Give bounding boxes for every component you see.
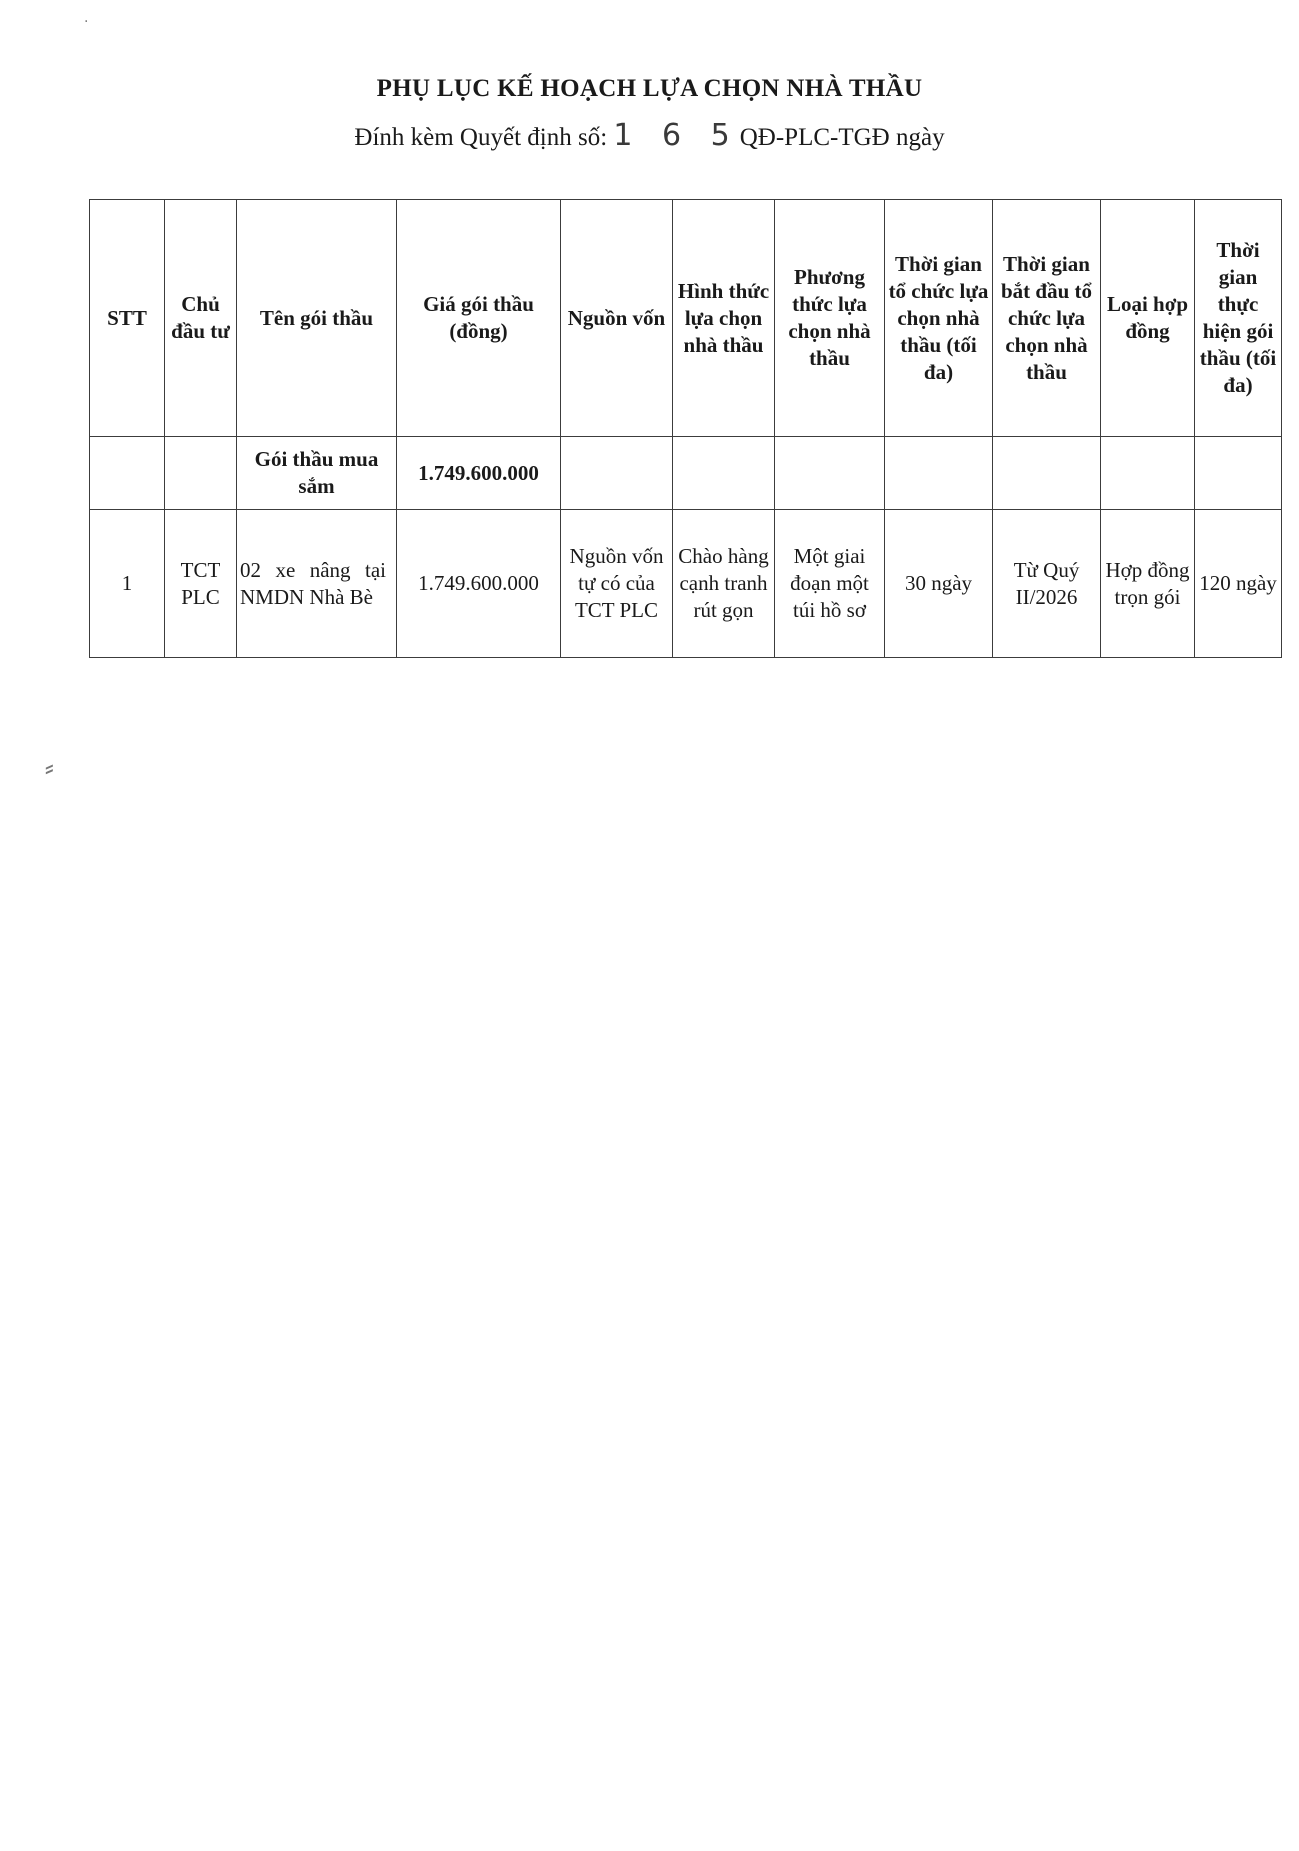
cell-package-name: 02 xe nâng tại NMDN Nhà Bè	[237, 510, 397, 658]
handwritten-decision-number: 1 6 5	[613, 118, 740, 153]
group-cell-empty	[1101, 437, 1195, 510]
subtitle-suffix: QĐ-PLC-TGĐ ngày	[739, 124, 945, 151]
cell-funding: Nguồn vốn tự có của TCT PLC	[561, 510, 673, 658]
header-start-time: Thời gian bắt đầu tổ chức lựa chọn nhà thầu	[993, 200, 1101, 437]
table-row	[90, 510, 1282, 658]
cell-selection-form: Chào hàng cạnh tranh rút gọn	[673, 510, 775, 658]
scan-mark: ⸗	[45, 753, 54, 783]
group-name: Gói thầu mua sắm	[237, 437, 397, 510]
page-title: PHỤ LỤC KẾ HOẠCH LỰA CHỌN NHÀ THẦU	[376, 75, 923, 102]
cell-start-time: Từ Quý II/2026	[993, 510, 1101, 658]
header-selection-form: Hình thức lựa chọn nhà thầu	[673, 200, 775, 437]
group-cell-empty	[993, 437, 1101, 510]
header-funding: Nguồn vốn	[561, 200, 673, 437]
group-row	[90, 437, 1282, 510]
header-row	[90, 200, 1282, 437]
contractor-selection-table	[89, 199, 1282, 658]
header-price: Giá gói thầu (đồng)	[397, 200, 561, 437]
cell-stt: 1	[90, 510, 165, 658]
cell-selection-duration: 30 ngày	[885, 510, 993, 658]
cell-price: 1.749.600.000	[397, 510, 561, 658]
cell-contract-type: Hợp đồng trọn gói	[1101, 510, 1195, 658]
header-selection-duration: Thời gian tổ chức lựa chọn nhà thầu (tối đa)	[885, 200, 993, 437]
group-cell-empty	[1195, 437, 1282, 510]
group-cell-empty	[561, 437, 673, 510]
header-execution-time: Thời gian thực hiện gói thầu (tối đa)	[1195, 200, 1282, 437]
cell-owner: TCT PLC	[165, 510, 237, 658]
cell-execution-time: 120 ngày	[1195, 510, 1282, 658]
header-stt: STT	[90, 200, 165, 437]
header-owner: Chủ đầu tư	[165, 200, 237, 437]
group-cell-empty	[885, 437, 993, 510]
group-cell-empty	[90, 437, 165, 510]
header-package-name: Tên gói thầu	[237, 200, 397, 437]
header-contract-type: Loại hợp đồng	[1101, 200, 1195, 437]
group-price: 1.749.600.000	[397, 437, 561, 510]
header-selection-method: Phương thức lựa chọn nhà thầu	[775, 200, 885, 437]
group-cell-empty	[673, 437, 775, 510]
group-cell-empty	[165, 437, 237, 510]
group-cell-empty	[775, 437, 885, 510]
subtitle	[0, 118, 1299, 153]
scan-mark: ·	[84, 14, 89, 30]
subtitle-prefix: Đính kèm Quyết định số:	[354, 124, 608, 151]
cell-selection-method: Một giai đoạn một túi hồ sơ	[775, 510, 885, 658]
